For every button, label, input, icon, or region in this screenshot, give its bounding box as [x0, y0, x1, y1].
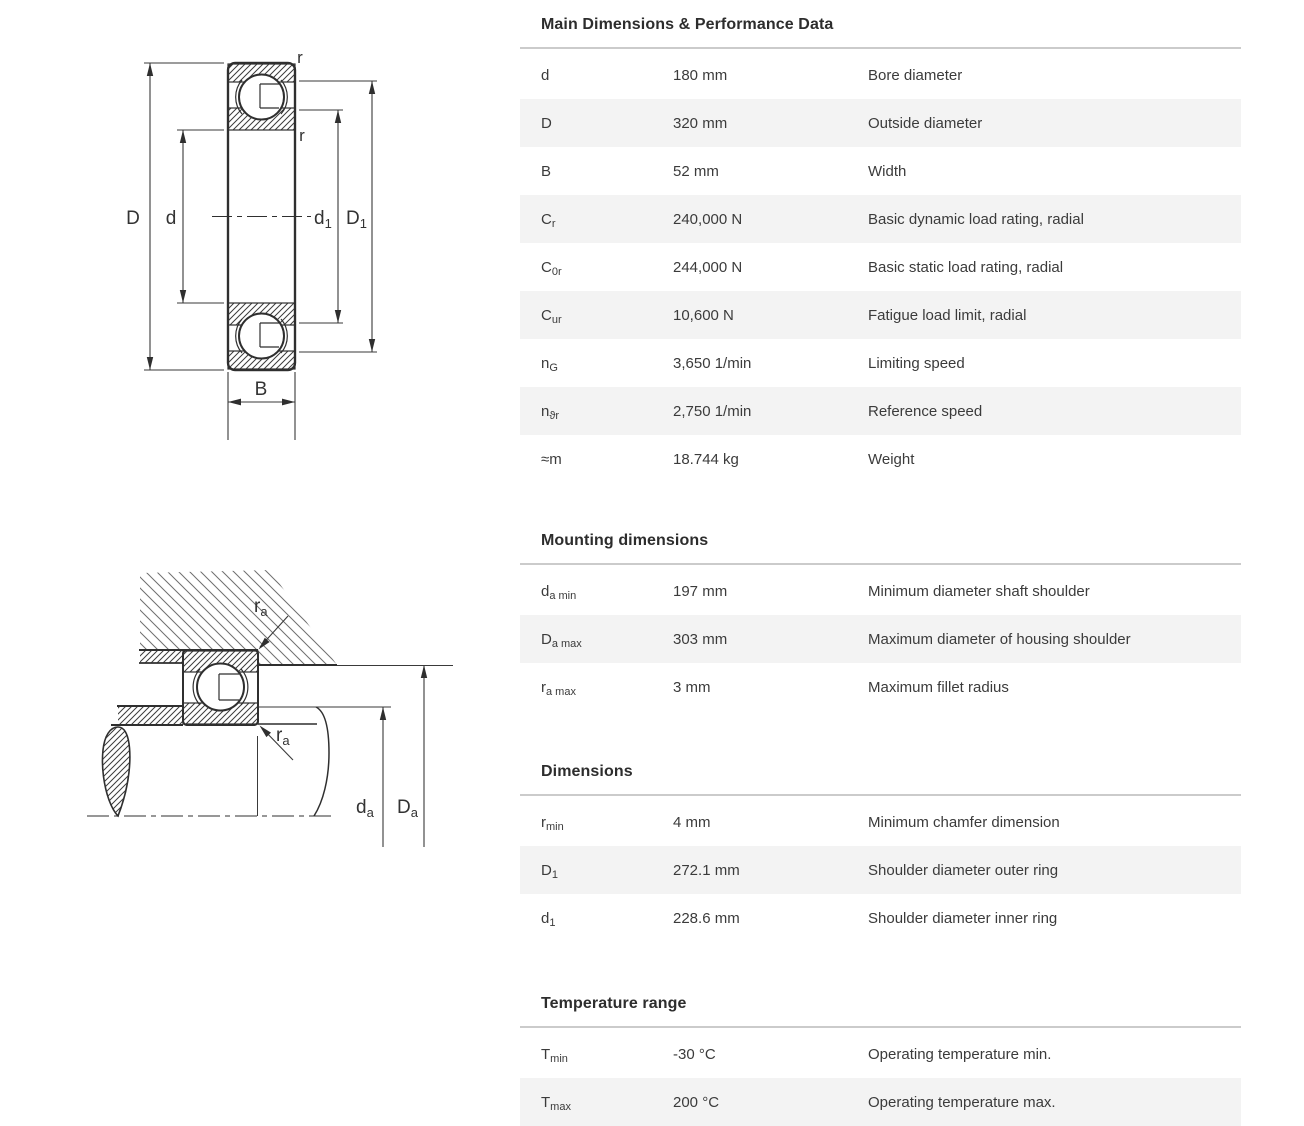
spec-tables	[520, 0, 1241, 1126]
label-housing-shoulder-diameter: $D_a$	[397, 797, 418, 820]
label-chamfer-inner: r	[299, 126, 305, 145]
section-title: Mounting dimensions	[541, 532, 709, 549]
bearing-cross-section-drawing	[100, 35, 430, 445]
divider	[520, 47, 1241, 49]
spec-symbol: $r_{min}$	[541, 813, 564, 833]
spec-row	[520, 663, 1241, 711]
label-width: B	[254, 379, 268, 400]
spec-value: 10,600 N	[673, 306, 734, 324]
spec-description: Basic static load rating, radial	[868, 258, 1064, 276]
spec-row	[520, 846, 1241, 894]
spec-value: 18.744 kg	[673, 450, 739, 468]
spec-description: Fatigue load limit, radial	[868, 306, 1027, 324]
section-mounting-dimensions	[520, 530, 1241, 711]
spec-row	[520, 243, 1241, 291]
section-temperature-range	[520, 993, 1241, 1126]
spec-row	[520, 99, 1241, 147]
grinding-relief	[102, 727, 129, 816]
spec-row	[520, 567, 1241, 615]
spec-row	[520, 291, 1241, 339]
spec-value: 320 mm	[673, 114, 728, 132]
spec-symbol: $C_r$	[541, 210, 556, 230]
label-shaft-shoulder-diameter: $d_a$	[356, 797, 374, 820]
spec-symbol: $n_G$	[541, 354, 558, 374]
spec-row	[520, 339, 1241, 387]
section-dimensions	[520, 761, 1241, 942]
spec-description: Limiting speed	[868, 354, 965, 372]
spec-row	[520, 387, 1241, 435]
spec-row	[520, 894, 1241, 942]
spec-value: 272.1 mm	[673, 861, 740, 879]
spec-symbol: $r_{a max}$	[541, 678, 576, 698]
section-title: Dimensions	[541, 763, 633, 780]
spec-symbol: ≈m	[541, 450, 562, 468]
divider	[520, 794, 1241, 796]
spec-symbol: B	[541, 162, 552, 180]
spec-symbol: $D_{a max}$	[541, 630, 582, 650]
label-chamfer-top: r	[297, 48, 303, 67]
section-title: Main Dimensions & Performance Data	[541, 16, 834, 33]
divider	[520, 1026, 1241, 1028]
spec-description: Minimum chamfer dimension	[868, 813, 1060, 831]
spec-description: Operating temperature min.	[868, 1045, 1052, 1063]
spec-row	[520, 1078, 1241, 1126]
section-main-dimensions	[520, 14, 1241, 483]
spec-row	[520, 435, 1241, 483]
spec-description: Minimum diameter shaft shoulder	[868, 582, 1090, 600]
spec-value: 3 mm	[673, 678, 711, 696]
spec-description: Outside diameter	[868, 114, 983, 132]
bearing-section	[183, 650, 258, 725]
label-outside-diameter: D	[126, 208, 140, 229]
spec-symbol: D	[541, 114, 552, 132]
label-shoulder-inner: $d_1$	[314, 208, 332, 231]
spec-value: 240,000 N	[673, 210, 743, 228]
housing-band	[139, 651, 183, 663]
spec-value: 180 mm	[673, 66, 728, 84]
spec-value: 197 mm	[673, 582, 728, 600]
spec-row	[520, 798, 1241, 846]
spec-symbol: $T_{min}$	[541, 1045, 568, 1065]
spec-symbol: $d_{a min}$	[541, 582, 577, 602]
spec-value: 244,000 N	[673, 258, 743, 276]
spec-row	[520, 51, 1241, 99]
spec-value: 228.6 mm	[673, 909, 740, 927]
label-shoulder-outer: $D_1$	[346, 208, 367, 231]
spec-symbol: d	[541, 66, 550, 84]
spec-description: Basic dynamic load rating, radial	[868, 210, 1084, 228]
spec-description: Maximum diameter of housing shoulder	[868, 630, 1131, 648]
spec-symbol: $C_{ur}$	[541, 306, 562, 326]
spec-description: Reference speed	[868, 402, 983, 420]
spec-symbol: $n_{ϑr}$	[541, 402, 560, 422]
spec-value: 303 mm	[673, 630, 728, 648]
spec-row	[520, 1030, 1241, 1078]
spec-value: 4 mm	[673, 813, 711, 831]
spec-description: Maximum fillet radius	[868, 678, 1009, 696]
spec-description: Operating temperature max.	[868, 1093, 1056, 1111]
bearing-section	[212, 63, 311, 370]
mounting-drawing	[85, 555, 455, 855]
spec-row	[520, 615, 1241, 663]
spec-description: Shoulder diameter inner ring	[868, 909, 1058, 927]
spec-value: -30 °C	[673, 1045, 716, 1063]
spec-symbol: $T_{max}$	[541, 1093, 571, 1113]
spec-value: 3,650 1/min	[673, 354, 752, 372]
spec-value: 200 °C	[673, 1093, 720, 1111]
spec-description: Weight	[868, 450, 915, 468]
spec-value: 2,750 1/min	[673, 402, 752, 420]
spec-description: Width	[868, 162, 907, 180]
spec-description: Shoulder diameter outer ring	[868, 861, 1059, 879]
spec-value: 52 mm	[673, 162, 719, 180]
spec-symbol: $D_1$	[541, 861, 558, 881]
label-fillet-radius-top: $r_a$	[254, 596, 268, 619]
divider	[520, 563, 1241, 565]
spec-description: Bore diameter	[868, 66, 963, 84]
spec-row	[520, 147, 1241, 195]
spec-symbol: $d_1$	[541, 909, 556, 929]
section-title: Temperature range	[541, 995, 687, 1012]
label-bore-diameter: d	[165, 208, 177, 229]
label-fillet-radius-bottom: $r_a$	[276, 725, 290, 748]
spec-row	[520, 195, 1241, 243]
spec-symbol: $C_{0r}$	[541, 258, 562, 278]
